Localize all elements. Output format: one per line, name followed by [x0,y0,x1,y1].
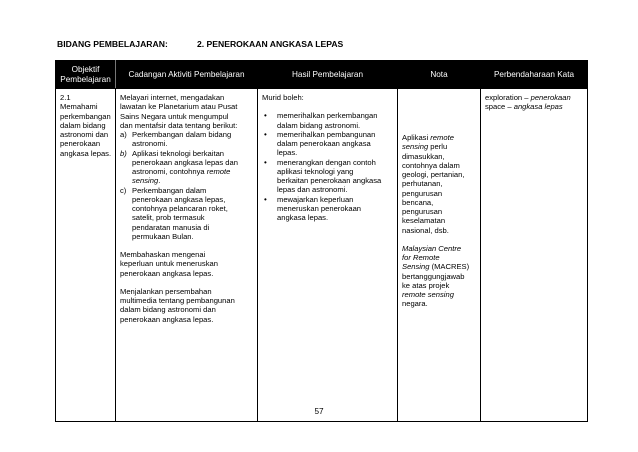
nota-line: contohnya dalam [402,160,460,170]
table-row [56,89,588,422]
nota-line [402,262,477,271]
objektif-line: angkasa lepas. [60,148,112,158]
table-header-row [56,61,588,89]
nota-line: perhutanan, [402,179,443,189]
header-objektif [56,61,116,89]
outcome-line: dalam bidang astronomi. [277,120,361,130]
list-marker: a) [120,130,127,139]
cadangan-para-line: multimedia tentang pembangunan [120,296,235,305]
objektif-line: astronomi dan [60,130,109,139]
bullet-icon: • [264,111,267,121]
activity-list [120,130,254,241]
outcome-list [262,111,394,222]
nota-line: remote sensing [402,290,454,299]
item-line: permukaan Bulan. [132,231,194,241]
header-cadangan: Cadangan Aktiviti Pembelajaran [116,61,258,89]
cadangan-intro-line: lawatan ke Planetarium atau Pusat [120,102,238,112]
perbendaharaan-cell [481,89,588,422]
item-line: pendaratan manusia di [132,222,210,232]
nota-line: nasional, dsb. [402,225,449,235]
nota-line [402,142,477,151]
topic-title: 2. PENEROKAAN ANGKASA LEPAS [197,39,344,49]
objektif-line: perkembangan [60,111,111,121]
cadangan-para-line: dalam bidang astronomi dan [120,305,216,315]
item-text: . [158,176,161,186]
vocab-line [485,102,584,111]
outcome-line: lepas dan astronomi. [277,185,348,195]
objektif-line: dalam bidang [60,120,106,130]
list-item [262,130,394,158]
cadangan-intro-line: dan mentafsir data tentang berikut: [120,120,238,130]
vocab-term: space – [485,102,514,112]
nota-line: keselamatan [402,216,446,226]
item-line: Perkembangan dalam bidang [132,130,232,139]
nota-line: pengurusan [402,188,443,198]
header-objektif-line1: Objektif [71,65,100,75]
nota-line: bertanggungjawab [402,271,465,281]
objektif-line: Memahami [60,102,98,112]
page-number: 57 [314,407,324,416]
nota-line: pengurusan [402,207,443,216]
item-line: contohnya pelancaran roket, [132,204,228,213]
item-text: astronomi, contohnya [132,167,207,176]
nota-line: for Remote [402,253,440,262]
header-hasil: Hasil Pembelajaran [258,61,398,89]
cadangan-para-line: Menjalankan persembahan [120,286,212,296]
item-line [132,167,254,176]
item-line: satelit, prob termasuk [132,213,205,223]
outcome-line: memerihalkan perkembangan [277,111,378,121]
heading-separator: : [165,39,168,49]
header-objektif-line2: Pembelajaran [60,74,111,84]
page-heading [57,39,344,49]
outcome-line: angkasa lepas. [277,213,329,222]
objektif-cell [56,89,116,422]
cadangan-para-line: penerokaan angkasa lepas. [120,268,214,278]
nota-line: Malaysian Centre [402,243,462,253]
outcome-line: memerihalkan pembangunan [277,129,376,139]
nota-text: perlu [428,142,448,152]
item-line: Aplikasi teknologi berkaitan [132,148,225,158]
nota-text: Aplikasi [402,133,431,142]
list-item [262,111,394,130]
list-item [120,186,254,242]
list-marker: b) [120,148,127,158]
list-item [120,149,254,186]
vocab-line [485,93,584,102]
nota-line: negara. [402,299,428,309]
nota-line [402,133,477,142]
bullet-icon: • [264,129,267,139]
cadangan-para-line: penerokaan angkasa lepas. [120,314,214,324]
nota-line: geologi, pertanian, [402,170,465,179]
nota-line: bencana, [402,197,434,207]
outcome-line: lepas. [277,148,298,158]
outcome-line: mewajarkan keperluan [277,194,354,204]
item-italic-text: remote [206,167,231,176]
header-nota: Nota [398,61,481,89]
cadangan-intro-line: Sains Negara untuk mengumpul [120,111,229,121]
learning-table [55,60,588,422]
outcome-line: menerangkan dengan contoh [277,157,376,167]
outcome-line: aplikasi teknologi yang [277,166,354,176]
item-line: penerokaan angkasa lepas dan [132,157,238,167]
nota-cell [398,89,481,422]
list-item [262,158,394,195]
item-line: astronomi. [132,139,168,149]
nota-italic-text: remote [430,133,454,142]
item-line [132,176,254,185]
list-item [120,130,254,149]
learning-area-label: BIDANG PEMBELAJARAN [57,39,165,49]
hasil-intro: Murid boleh: [262,93,304,102]
vocab-translation: penerokaan [530,93,571,102]
nota-line: ke atas projek [402,280,450,290]
nota-italic-text: sensing [402,142,429,152]
item-italic-text: sensing [132,176,159,186]
nota-line: dimasukkan, [402,151,445,161]
list-marker: c) [120,185,127,195]
cadangan-cell [116,89,258,422]
cadangan-intro-line: Melayari internet, mengadakan [120,93,225,102]
item-line: Perkembangan dalam [132,185,207,195]
header-perbendaharaan: Perbendaharaan Kata [481,61,588,89]
objektif-number: 2.1 [60,93,71,102]
nota-text: (MACRES) [429,262,470,272]
outcome-line: berkaitan penerokaan angkasa [277,176,382,185]
cadangan-para-line: Membahaskan mengenai [120,250,206,259]
outcome-line: meneruskan penerokaan [277,203,362,213]
vocab-translation: angkasa lepas [513,102,563,112]
objektif-line: penerokaan [60,139,101,149]
outcome-line: dalam penerokaan angkasa [277,139,371,148]
cadangan-para-line: keperluan untuk meneruskan [120,259,218,269]
bullet-icon: • [264,157,267,167]
nota-italic-text: Sensing [402,262,430,272]
vocab-term: exploration – [485,93,531,102]
list-item [262,195,394,223]
item-line: penerokaan angkasa lepas, [132,194,226,204]
bullet-icon: • [264,194,267,204]
hasil-cell [258,89,398,422]
